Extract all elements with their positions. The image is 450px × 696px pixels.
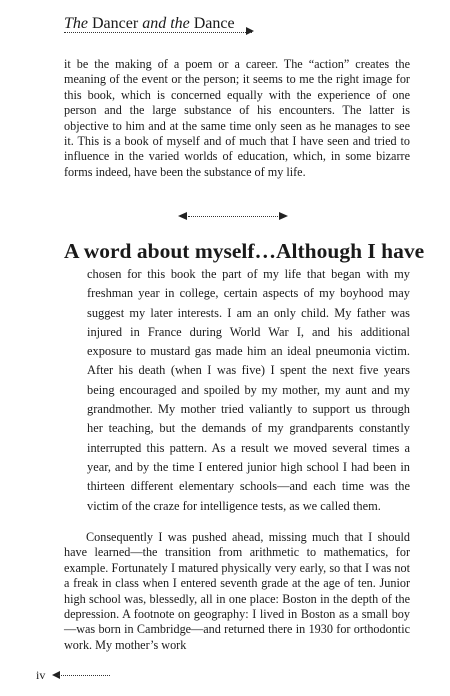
- running-head-roman-2: Dance: [189, 15, 235, 32]
- running-head-italic-1: The: [64, 15, 88, 32]
- running-head-italic-2: and the: [142, 15, 190, 32]
- arrow-right-icon: [246, 27, 254, 35]
- section-heading: A word about myself…Although I have: [64, 239, 425, 263]
- separator-dotted-line: [188, 216, 278, 217]
- running-head: [64, 14, 235, 34]
- page-number: iv: [36, 668, 46, 682]
- paragraph-intro: it be the making of a poem or a career. The “action” creates the meaning of the event or the person; it seems to me the right image for this book, which is concerned equally with the experience of one person and the large substance of his encounters. The latter is objective to him and at the same time only seen as he manages to see it. This is a book of myself and of much that I have seen and tried to influence in the varied worlds of education, which, in some bizarre forms indeed, have been the substance of my life.: [64, 57, 410, 179]
- running-head-dotted-rule: [64, 32, 252, 33]
- paragraph-continued: Consequently I was pushed ahead, missing much that I should have learned—the transition from arithmetic to mathematics, for example. Fortunately I matured physically very early, so that I was not a freak in class when I entered seventh grade at the age of ten. Junior high school was, blessedly, all in one place: Boston in the depth of the depression. A footnote on geography: I lived in Boston as a small boy—was born in Cambridge—and returned there in 1930 for orthodontic work. My mother’s work: [64, 530, 410, 652]
- arrow-right-icon: [279, 212, 288, 220]
- footer-dotted-rule: [58, 675, 110, 676]
- paragraph-indented: chosen for this book the part of my life that began with my freshman year in college, certain aspects of my boyhood may suggest my later interests. I am an only child. My father was injured in France during World War I, and his additional exposure to mustard gas made him an ideal pneumonia victim. After his death (when I was five) I spent the next five years being encouraged and spoiled by my mother, my aunt and my grandmother. My mother tried valiantly to support us through her teaching, but the demands of my grandparents constantly interrupted this pattern. As a result we moved several times a year, and by the time I entered junior high school I had been in thirteen different elementary schools—and each time was the victim of the craze for intelligence tests, as we called them.: [87, 267, 410, 513]
- running-head-roman-1: Dancer: [88, 15, 143, 32]
- arrow-left-icon: [178, 212, 187, 220]
- section-separator: [178, 212, 288, 222]
